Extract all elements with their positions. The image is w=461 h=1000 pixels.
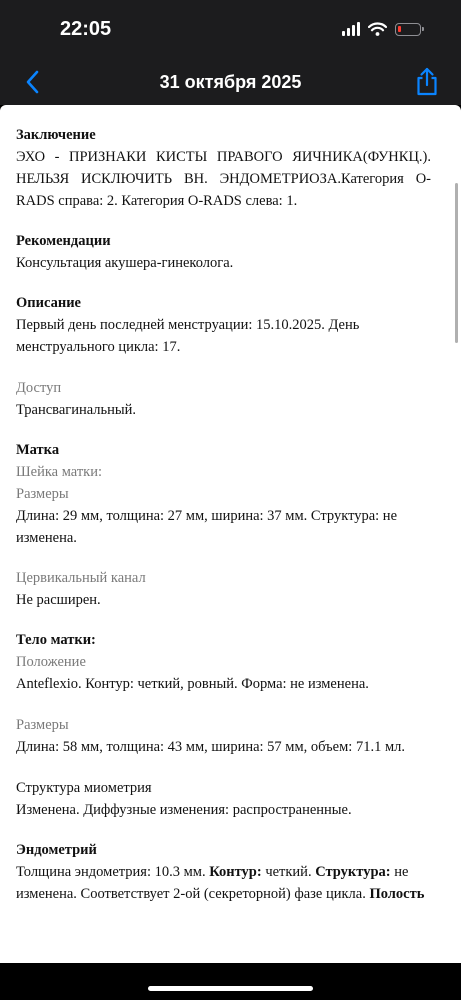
battery-level xyxy=(398,26,401,32)
uterus-title: Матка xyxy=(16,442,60,458)
cervical-canal-label: Цервикальный канал xyxy=(16,570,146,586)
wifi-icon xyxy=(368,22,387,36)
description-title: Описание xyxy=(16,295,81,311)
scrollbar[interactable] xyxy=(455,183,458,343)
status-time: 22:05 xyxy=(60,18,112,40)
recommendations-text: Консультация акушера-гинеколога. xyxy=(16,255,234,271)
home-indicator[interactable] xyxy=(148,986,313,991)
endometrium-contour-value: четкий. xyxy=(261,864,316,880)
nav-title: 31 октября 2025 xyxy=(159,72,302,92)
myometrium-text: Изменена. Диффузные изменения: распространенные. xyxy=(16,802,352,818)
share-icon xyxy=(413,66,441,98)
navigation-bar xyxy=(0,60,461,105)
cervix-size-text: Длина: 29 мм, толщина: 27 мм, ширина: 37 мм. Структура: не изменена. xyxy=(16,508,398,546)
body-size-label: Размеры xyxy=(16,717,69,733)
access-text: Трансвагинальный. xyxy=(16,402,137,418)
endometrium-title: Эндометрий xyxy=(16,842,97,858)
position-label: Положение xyxy=(16,654,86,670)
body-size-text: Длина: 58 мм, толщина: 43 мм, ширина: 57 мм, объем: 71.1 мл. xyxy=(16,739,405,755)
endometrium-cavity-label: Полость xyxy=(369,886,425,902)
cellular-signal-icon xyxy=(342,22,360,36)
battery-icon xyxy=(395,23,421,36)
endometrium-structure-value: не изменена. Соответствует 2-ой (секреторной) фазе цикла. xyxy=(16,864,409,902)
myometrium-label: Структура миометрия xyxy=(16,780,152,796)
endometrium-contour-label: Контур: xyxy=(209,864,262,880)
conclusion-text: ЭХО - ПРИЗНАКИ КИСТЫ ПРАВОГО ЯИЧНИКА(ФУНКЦ.). НЕЛЬЗЯ ИСКЛЮЧИТЬ ВН. ЭНДОМЕТРИОЗА.Категория O-RADS справа: 2. Категория O-RADS слева: 1. xyxy=(16,149,431,209)
uterus-body-title: Тело матки: xyxy=(16,632,96,648)
report-document[interactable] xyxy=(0,105,461,963)
conclusion-title: Заключение xyxy=(16,127,96,143)
endometrium-text xyxy=(16,861,431,905)
description-text: Первый день последней менструации: 15.10.2025. День менструального цикла: 17. xyxy=(16,317,360,355)
position-text: Anteflexio. Контур: четкий, ровный. Форма: не изменена. xyxy=(16,676,369,692)
cervical-canal-text: Не расширен. xyxy=(16,592,101,608)
cervix-label: Шейка матки: xyxy=(16,464,103,480)
status-bar xyxy=(0,0,461,60)
endometrium-thickness: Толщина эндометрия: 10.3 мм. xyxy=(16,864,210,880)
share-button[interactable] xyxy=(413,66,441,98)
access-label: Доступ xyxy=(16,380,62,396)
endometrium-structure-label: Структура: xyxy=(315,864,391,880)
status-icons xyxy=(342,22,421,36)
recommendations-title: Рекомендации xyxy=(16,233,111,249)
cervix-size-label: Размеры xyxy=(16,486,69,502)
